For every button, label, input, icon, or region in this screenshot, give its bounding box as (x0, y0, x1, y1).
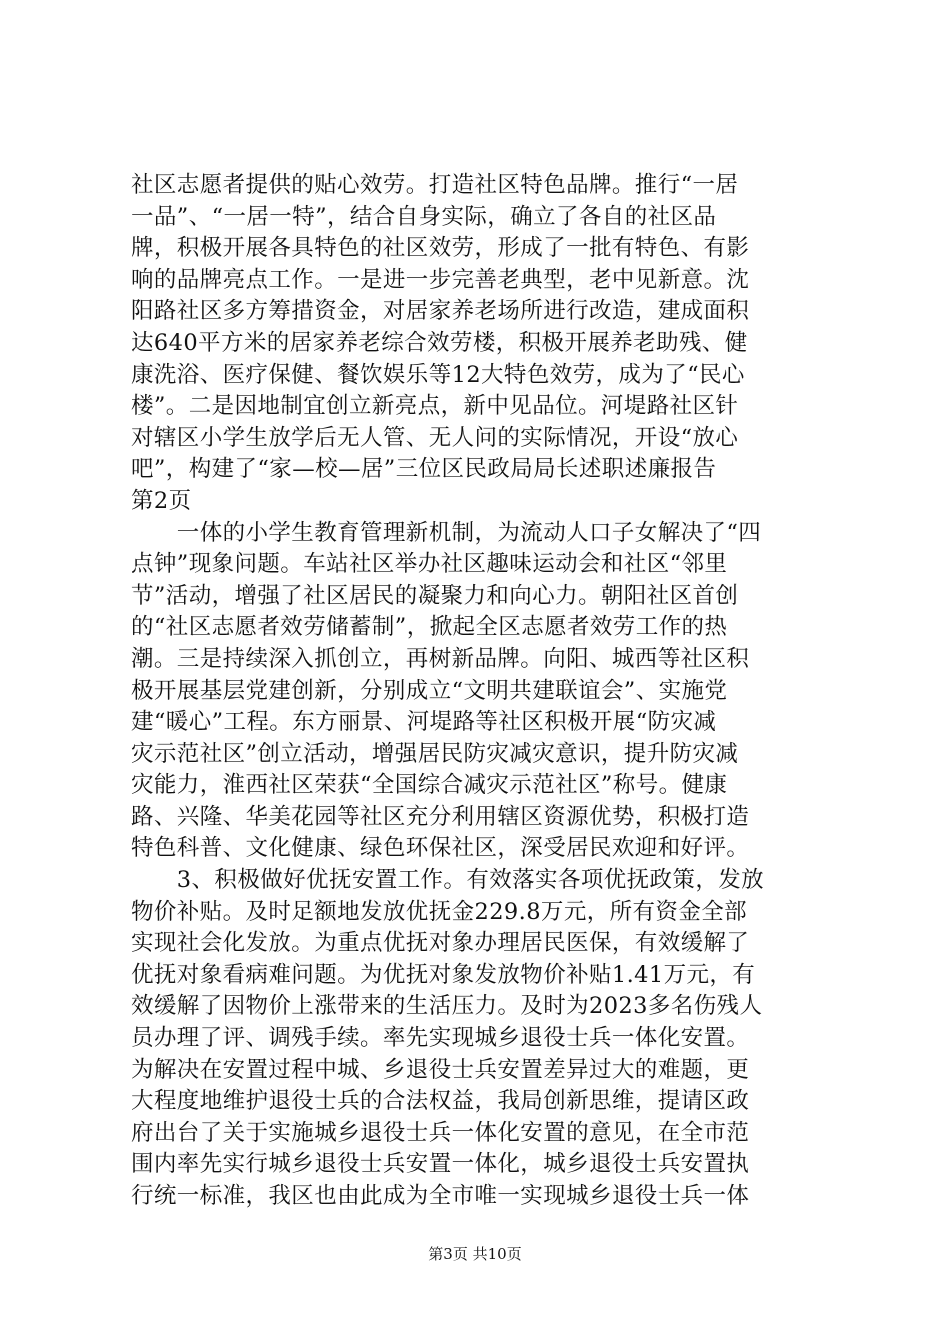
page-number: 第3页 (428, 1245, 468, 1263)
text-line: 吧”，构建了“家—校—居”三位区民政局局长述职述廉报告 (131, 456, 717, 483)
text-line: 效缓解了因物价上涨带来的生活压力。及时为2023多名伤残人 (131, 993, 763, 1020)
text-line: 一体的小学生教育管理新机制，为流动人口子女解决了“四 (131, 519, 762, 546)
text-line: 围内率先实行城乡退役士兵安置一体化，城乡退役士兵安置执 (131, 1151, 750, 1178)
text-line: 康洗浴、医疗保健、餐饮娱乐等12大特色效劳，成为了“民心 (131, 361, 745, 388)
text-line: 路、兴隆、华美花园等社区充分利用辖区资源优势，积极打造 (131, 803, 750, 830)
text-line: 楼”。二是因地制宜创立新亮点，新中见品位。河堤路社区针 (131, 393, 739, 420)
text-line: 3、积极做好优抚安置工作。有效落实各项优抚政策，发放 (131, 867, 765, 894)
text-line: 牌，积极开展各具特色的社区效劳，形成了一批有特色、有影 (131, 235, 750, 262)
text-line: 响的品牌亮点工作。一是进一步完善老典型，老中见新意。沈 (131, 266, 750, 293)
text-line: 极开展基层党建创新，分别成立“文明共建联谊会”、实施党 (131, 677, 728, 704)
text-line: 物价补贴。及时足额地发放优抚金229.8万元，所有资金全部 (131, 898, 748, 925)
text-line: 节”活动，增强了社区居民的凝聚力和向心力。朝阳社区首创 (131, 582, 739, 609)
text-line: 的“社区志愿者效劳储蓄制”，掀起全区志愿者效劳工作的热 (131, 614, 728, 641)
text-line: 灾示范社区”创立活动，增强居民防灾减灾意识，提升防灾减 (131, 740, 739, 767)
text-line: 大程度地维护退役士兵的合法权益，我局创新思维，提请区政 (131, 1088, 750, 1115)
text-line: 员办理了评、调残手续。率先实现城乡退役士兵一体化安置。 (131, 1025, 750, 1052)
text-line: 灾能力，淮西社区荣获“全国综合减灾示范社区”称号。健康 (131, 772, 728, 799)
text-line: 达640平方米的居家养老综合效劳楼，积极开展养老助残、健 (131, 329, 748, 356)
text-line: 阳路社区多方筹措资金，对居家养老场所进行改造，建成面积 (131, 298, 750, 325)
page-footer (0, 1244, 950, 1264)
text-line: 对辖区小学生放学后无人管、无人问的实际情况，开设“放心 (131, 424, 739, 451)
text-line: 建“暖心”工程。东方丽景、河堤路等社区积极开展“防灾减 (131, 709, 717, 736)
text-line: 点钟”现象问题。车站社区举办社区趣味运动会和社区“邻里 (131, 551, 728, 578)
text-line: 特色科普、文化健康、绿色环保社区，深受居民欢迎和好评。 (131, 835, 750, 862)
text-line: 为解决在安置过程中城、乡退役士兵安置差异过大的难题，更 (131, 1056, 750, 1083)
text-line: 实现社会化发放。为重点优抚对象办理居民医保，有效缓解了 (131, 930, 750, 957)
text-line: 第2页 (131, 487, 192, 514)
text-line: 优抚对象看病难问题。为优抚对象发放物价补贴1.41万元，有 (131, 961, 756, 988)
text-line: 社区志愿者提供的贴心效劳。打造社区特色品牌。推行“一居 (131, 172, 739, 198)
page-total: 共10页 (472, 1245, 522, 1263)
text-line: 府出台了关于实施城乡退役士兵一体化安置的意见，在全市范 (131, 1119, 750, 1146)
text-line: 一品”、“一居一特”，结合自身实际，确立了各自的社区品 (131, 203, 717, 230)
body-text (131, 170, 821, 1213)
text-line: 行统一标准，我区也由此成为全市唯一实现城乡退役士兵一体 (131, 1183, 750, 1209)
text-line: 潮。三是持续深入抓创立，再树新品牌。向阳、城西等社区积 (131, 645, 750, 672)
